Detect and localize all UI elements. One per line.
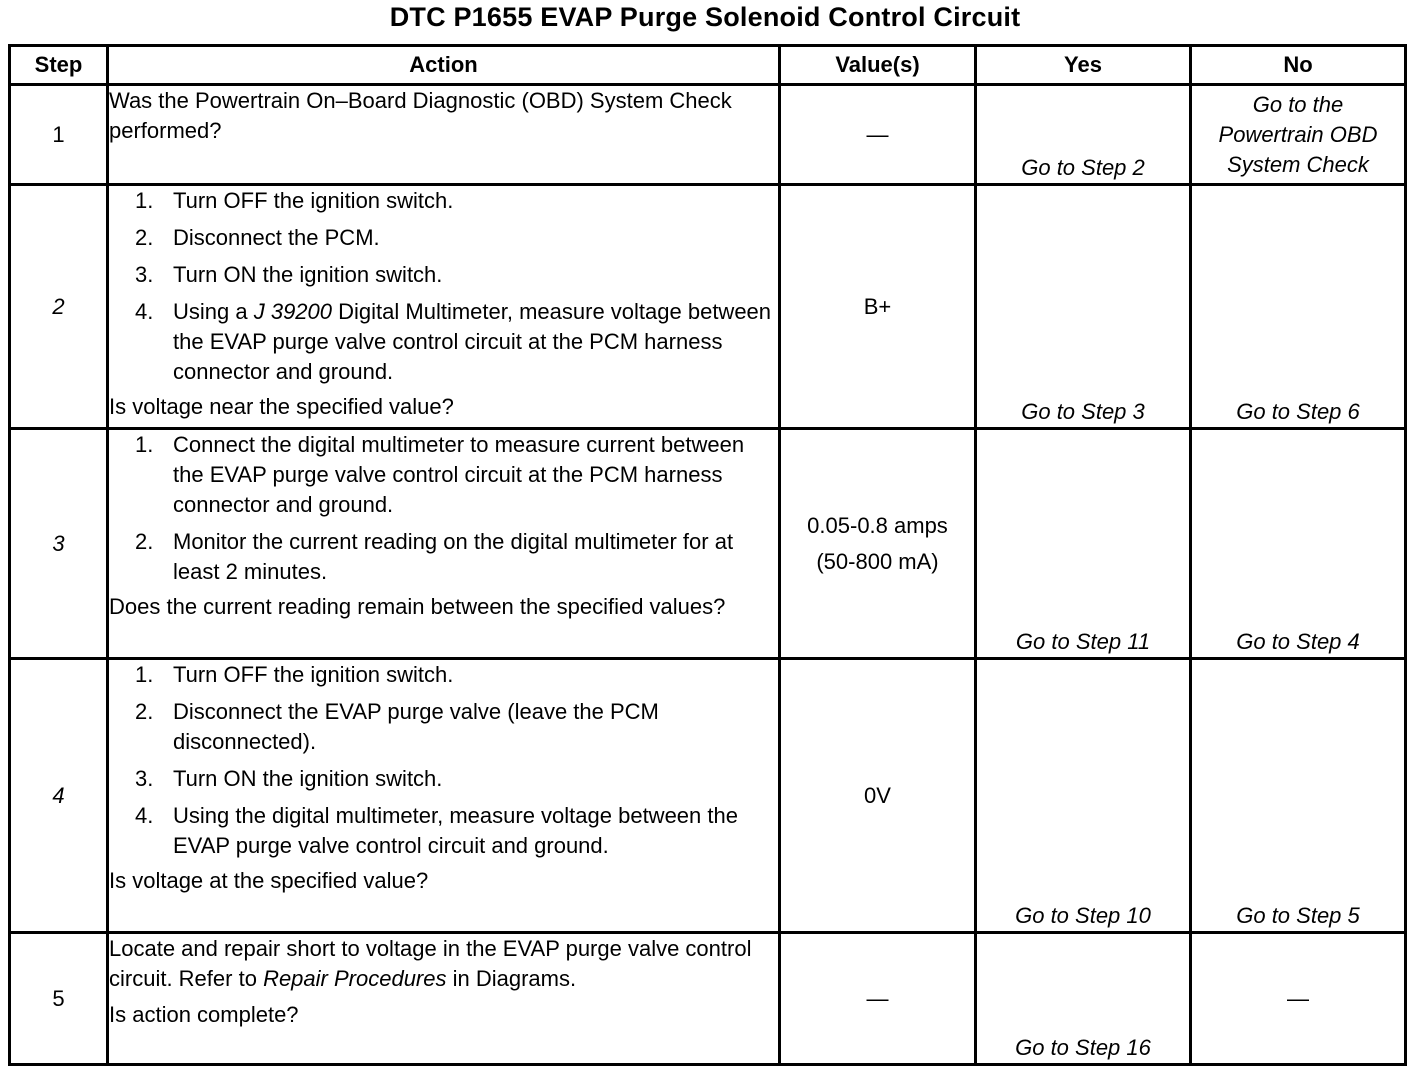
action-cell	[108, 185, 780, 429]
step-number: 2	[10, 185, 108, 429]
table-row	[10, 429, 1406, 659]
header-yes: Yes	[976, 46, 1191, 85]
question-text: Is action complete?	[109, 1002, 299, 1027]
action-text: Was the Powertrain On–Board Diagnostic (OBD) System Check performed?	[109, 88, 732, 143]
value-cell: 0V	[780, 659, 976, 933]
step-number: 5	[10, 933, 108, 1065]
question-text: Is voltage at the specified value?	[109, 868, 429, 893]
no-link[interactable]: Powertrain OBD System Check	[1218, 122, 1378, 177]
step-number: 3	[10, 429, 108, 659]
yes-link[interactable]: Go to Step 11	[976, 429, 1191, 659]
no-cell	[1191, 85, 1406, 185]
diagnostic-table	[8, 44, 1407, 1066]
question-text: Does the current reading remain between the specified values?	[109, 594, 726, 619]
list-item: 1. Turn OFF the ignition switch.	[135, 188, 454, 213]
question-text: Is voltage near the specified value?	[109, 394, 454, 419]
repair-procedures-link[interactable]: Repair Procedures	[263, 966, 447, 991]
no-cell: —	[1191, 933, 1406, 1065]
value-cell: —	[780, 933, 976, 1065]
action-cell	[108, 659, 780, 933]
table-row	[10, 185, 1406, 429]
tool-reference: J 39200	[253, 299, 333, 324]
list-item: 4. Using the digital multimeter, measure voltage between the EVAP purge valve control circuit and ground.	[135, 803, 738, 858]
procedure-list	[109, 186, 778, 387]
no-link[interactable]: Go to Step 4	[1191, 429, 1406, 659]
list-item: 1. Turn OFF the ignition switch.	[135, 662, 454, 687]
yes-link[interactable]: Go to Step 16	[976, 933, 1191, 1065]
no-link[interactable]: Go to Step 6	[1191, 185, 1406, 429]
step-number: 4	[10, 659, 108, 933]
header-step: Step	[10, 46, 108, 85]
table-row	[10, 85, 1406, 185]
list-item: 2. Disconnect the PCM.	[135, 225, 380, 250]
header-values: Value(s)	[780, 46, 976, 85]
value-cell: —	[780, 85, 976, 185]
value-line: 0.05-0.8 amps	[807, 512, 948, 538]
list-item: 2. Monitor the current reading on the digital multimeter for at least 2 minutes.	[135, 529, 734, 584]
procedure-list	[109, 660, 778, 861]
action-cell	[108, 429, 780, 659]
procedure-list	[109, 430, 778, 587]
page-title: DTC P1655 EVAP Purge Solenoid Control Circuit	[389, 2, 1021, 32]
action-text: Locate and repair short to voltage in the EVAP purge valve control circuit. Refer to Repair Procedures in Diagrams.	[109, 936, 752, 991]
yes-link[interactable]: Go to Step 3	[976, 185, 1191, 429]
list-item: 3. Turn ON the ignition switch.	[135, 766, 443, 791]
step-number: 1	[10, 85, 108, 185]
list-item: 4. Using a J 39200 Digital Multimeter, measure voltage between the EVAP purge valve control circuit at the PCM harness connector and ground.	[135, 299, 772, 384]
yes-link[interactable]: Go to Step 10	[976, 659, 1191, 933]
table-row	[10, 933, 1406, 1065]
action-cell	[108, 933, 780, 1065]
header-action: Action	[108, 46, 780, 85]
list-item: 2. Disconnect the EVAP purge valve (leave the PCM disconnected).	[135, 699, 659, 754]
no-link[interactable]: Go to Step 5	[1191, 659, 1406, 933]
header-row	[10, 46, 1406, 85]
no-prefix: Go to the	[1252, 92, 1344, 117]
action-cell	[108, 85, 780, 185]
value-cell	[780, 429, 976, 659]
header-no: No	[1191, 46, 1406, 85]
list-item: 3. Turn ON the ignition switch.	[135, 262, 443, 287]
table-row	[10, 659, 1406, 933]
value-cell: B+	[780, 185, 976, 429]
yes-link[interactable]: Go to Step 2	[976, 85, 1191, 185]
list-item: 1. Connect the digital multimeter to measure current between the EVAP purge valve control circuit at the PCM harness connector and ground.	[135, 432, 745, 517]
value-line: (50-800 mA)	[816, 548, 939, 574]
